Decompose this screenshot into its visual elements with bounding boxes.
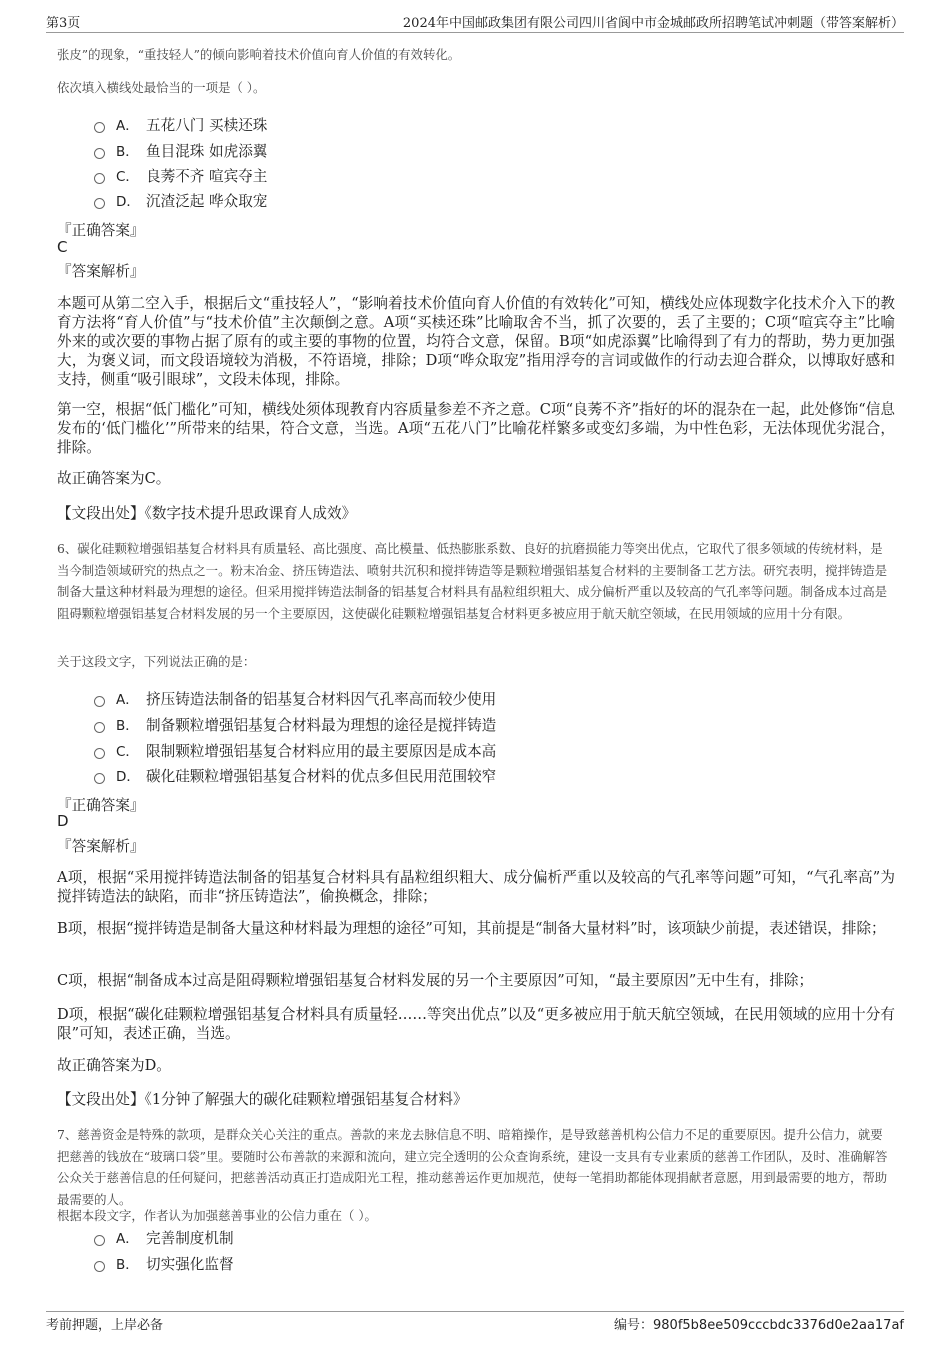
q6-analysis-b: B项，根据“搅拌铸造是制备大量这种材料最为理想的途径”可知，其前提是“制备大量材料”时，该项缺少前提，表述错误，排除；	[57, 920, 886, 937]
document-code: 编号：980f5b8ee509cccbdc3376d0e2aa17af	[614, 1318, 904, 1333]
q5-option-a[interactable]: A． 五花八门 买椟还珠	[94, 114, 267, 134]
q7-option-b[interactable]: B． 切实强化监督	[94, 1253, 234, 1273]
q6-analysis-tag: 『答案解析』	[57, 838, 145, 855]
q6-analysis-d: D项，根据“碳化硅颗粒增强铝基复合材料具有质量轻……等突出优点”以及“更多被应用于航天航空领域，在民用领域的应用十分有限”可知，表述正确，当选。	[57, 1006, 895, 1042]
footer-divider	[46, 1311, 904, 1312]
radio-icon[interactable]	[94, 722, 105, 733]
q6-prompt: 关于这段文字，下列说法正确的是：	[57, 654, 256, 669]
q5-answer: C	[57, 238, 68, 256]
option-text: 制备颗粒增强铝基复合材料最为理想的途径是搅拌铸造	[146, 716, 497, 734]
q6-analysis-conclusion: 故正确答案为D。	[57, 1057, 171, 1074]
q6-option-b[interactable]: B． 制备颗粒增强铝基复合材料最为理想的途径是搅拌铸造	[94, 714, 496, 734]
q5-option-d[interactable]: D． 沉渣泛起 哗众取宠	[94, 190, 267, 210]
q7-option-a[interactable]: A． 完善制度机制	[94, 1227, 234, 1247]
radio-icon[interactable]	[94, 696, 105, 707]
radio-icon[interactable]	[94, 748, 105, 759]
q6-analysis-a: A项，根据“采用搅拌铸造法制备的铝基复合材料具有晶粒组织粗大、成分偏析严重以及较高的气孔率等问题”可知，“气孔率高”为搅拌铸造法的缺陷，而非“挤压铸造法”，偷换概念，排除；	[57, 869, 895, 905]
option-text: 切实强化监督	[146, 1255, 234, 1273]
footer-slogan: 考前押题，上岸必备	[46, 1318, 164, 1333]
q5-stem-tail: 张皮”的现象，“重技轻人”的倾向影响着技术价值向育人价值的有效转化。	[57, 47, 461, 62]
option-text: 碳化硅颗粒增强铝基复合材料的优点多但民用范围较窄	[146, 767, 497, 785]
radio-icon[interactable]	[94, 1261, 105, 1272]
radio-icon[interactable]	[94, 773, 105, 784]
q7-prompt: 根据本段文字，作者认为加强慈善事业的公信力重在（ ）。	[57, 1208, 377, 1223]
radio-icon[interactable]	[94, 1235, 105, 1246]
q7-stem: 7、慈善资金是特殊的款项，是群众关心关注的重点。善款的来龙去脉信息不明、暗箱操作，是导致慈善机构公信力不足的重要原因。提升公信力，就要把慈善的钱放在“玻璃口袋”里。要随时公布善款的来源和流向，建立完全透明的公众查询系统，建设一支具有专业素质的慈善工作团队，及时、准确解答公众关于慈善信息的任何疑问，把慈善活动真正打造成阳光工程，推动慈善运作更加规范，使每一笔捐助都能体现捐献者意愿，用到最需要的地方，帮助最需要的人。	[57, 1127, 888, 1207]
q6-answer-tag: 『正确答案』	[57, 797, 145, 814]
header-divider	[46, 32, 904, 33]
option-text: 挤压铸造法制备的铝基复合材料因气孔率高而较少使用	[146, 690, 497, 708]
radio-icon[interactable]	[94, 173, 105, 184]
option-text: 良莠不齐 喧宾夺主	[146, 167, 268, 185]
radio-icon[interactable]	[94, 148, 105, 159]
page-number: 第3页	[46, 16, 81, 31]
document-title: 2024年中国邮政集团有限公司四川省阆中市金城邮政所招聘笔试冲刺题（带答案解析）	[402, 16, 904, 31]
q5-analysis-3: 故正确答案为C。	[57, 470, 171, 487]
q6-stem: 6、碳化硅颗粒增强铝基复合材料具有质量轻、高比强度、高比模量、低热膨胀系数、良好的抗磨损能力等突出优点，它取代了很多领域的传统材料，是当今制造领域研究的热点之一。粉末冶金、挤压铸造法、喷射共沉积和搅拌铸造等是颗粒增强铝基复合材料的主要制备工艺方法。研究表明，搅拌铸造是制备大量这种材料最为理想的途径。但采用搅拌铸造法制备的铝基复合材料具有晶粒组织粗大、成分偏析严重以及较高的气孔率等问题。制备成本过高是阻碍颗粒增强铝基复合材料发展的另一个主要原因，这使碳化硅颗粒增强铝基复合材料更多被应用于航天航空领域，在民用领域的应用十分有限。	[57, 541, 888, 621]
radio-icon[interactable]	[94, 122, 105, 133]
q5-analysis-tag: 『答案解析』	[57, 263, 145, 280]
page-header	[46, 12, 904, 32]
option-text: 沉渣泛起 哗众取宠	[146, 192, 268, 210]
q5-prompt: 依次填入横线处最恰当的一项是（ ）。	[57, 80, 266, 95]
option-text: 鱼目混珠 如虎添翼	[146, 142, 268, 160]
q6-option-a[interactable]: A． 挤压铸造法制备的铝基复合材料因气孔率高而较少使用	[94, 688, 496, 708]
q6-source: 【文段出处】《1分钟了解强大的碳化硅颗粒增强铝基复合材料》	[57, 1091, 468, 1108]
option-text: 限制颗粒增强铝基复合材料应用的最主要原因是成本高	[146, 742, 497, 760]
q6-option-d[interactable]: D． 碳化硅颗粒增强铝基复合材料的优点多但民用范围较窄	[94, 765, 496, 785]
q6-analysis-c: C项，根据“制备成本过高是阻碍颗粒增强铝基复合材料发展的另一个主要原因”可知，“最主要原因”无中生有，排除；	[57, 972, 814, 989]
q6-answer: D	[57, 812, 69, 830]
q5-option-c[interactable]: C． 良莠不齐 喧宾夺主	[94, 165, 267, 185]
option-text: 五花八门 买椟还珠	[146, 116, 268, 134]
q5-source: 【文段出处】《数字技术提升思政课育人成效》	[57, 505, 357, 522]
option-text: 完善制度机制	[146, 1229, 234, 1247]
q5-option-b[interactable]: B． 鱼目混珠 如虎添翼	[94, 140, 267, 160]
q6-option-c[interactable]: C． 限制颗粒增强铝基复合材料应用的最主要原因是成本高	[94, 740, 496, 760]
q5-answer-tag: 『正确答案』	[57, 222, 145, 239]
radio-icon[interactable]	[94, 198, 105, 209]
page-footer	[46, 1314, 904, 1333]
q5-analysis-1: 本题可从第二空入手，根据后文“重技轻人”，“影响着技术价值向育人价值的有效转化”可知，横线处应体现数字化技术介入下的教育方法将“育人价值”与“技术价值”主次颠倒之意。A项“买椟还珠”比喻取舍不当，抓了次要的，丢了主要的；C项“喧宾夺主”比喻外来的或次要的事物占据了原有的或主要的事物的位置，均符合文意，保留。B项“如虎添翼”比喻得到了有力的帮助，势力更加强大，为褒义词，而文段语境较为消极，不符语境，排除；D项“哗众取宠”指用浮夸的言词或做作的行动去迎合群众，以博取好感和支持，侧重“吸引眼球”，文段未体现，排除。	[57, 295, 895, 388]
q5-analysis-2: 第一空，根据“低门槛化”可知，横线处须体现教育内容质量参差不齐之意。C项“良莠不齐”指好的坏的混杂在一起，此处修饰“信息发布的‘低门槛化’”所带来的结果，符合文意，当选。A项“五花八门”比喻花样繁多或变幻多端，为中性色彩，无法体现优劣混合，排除。	[57, 401, 895, 456]
